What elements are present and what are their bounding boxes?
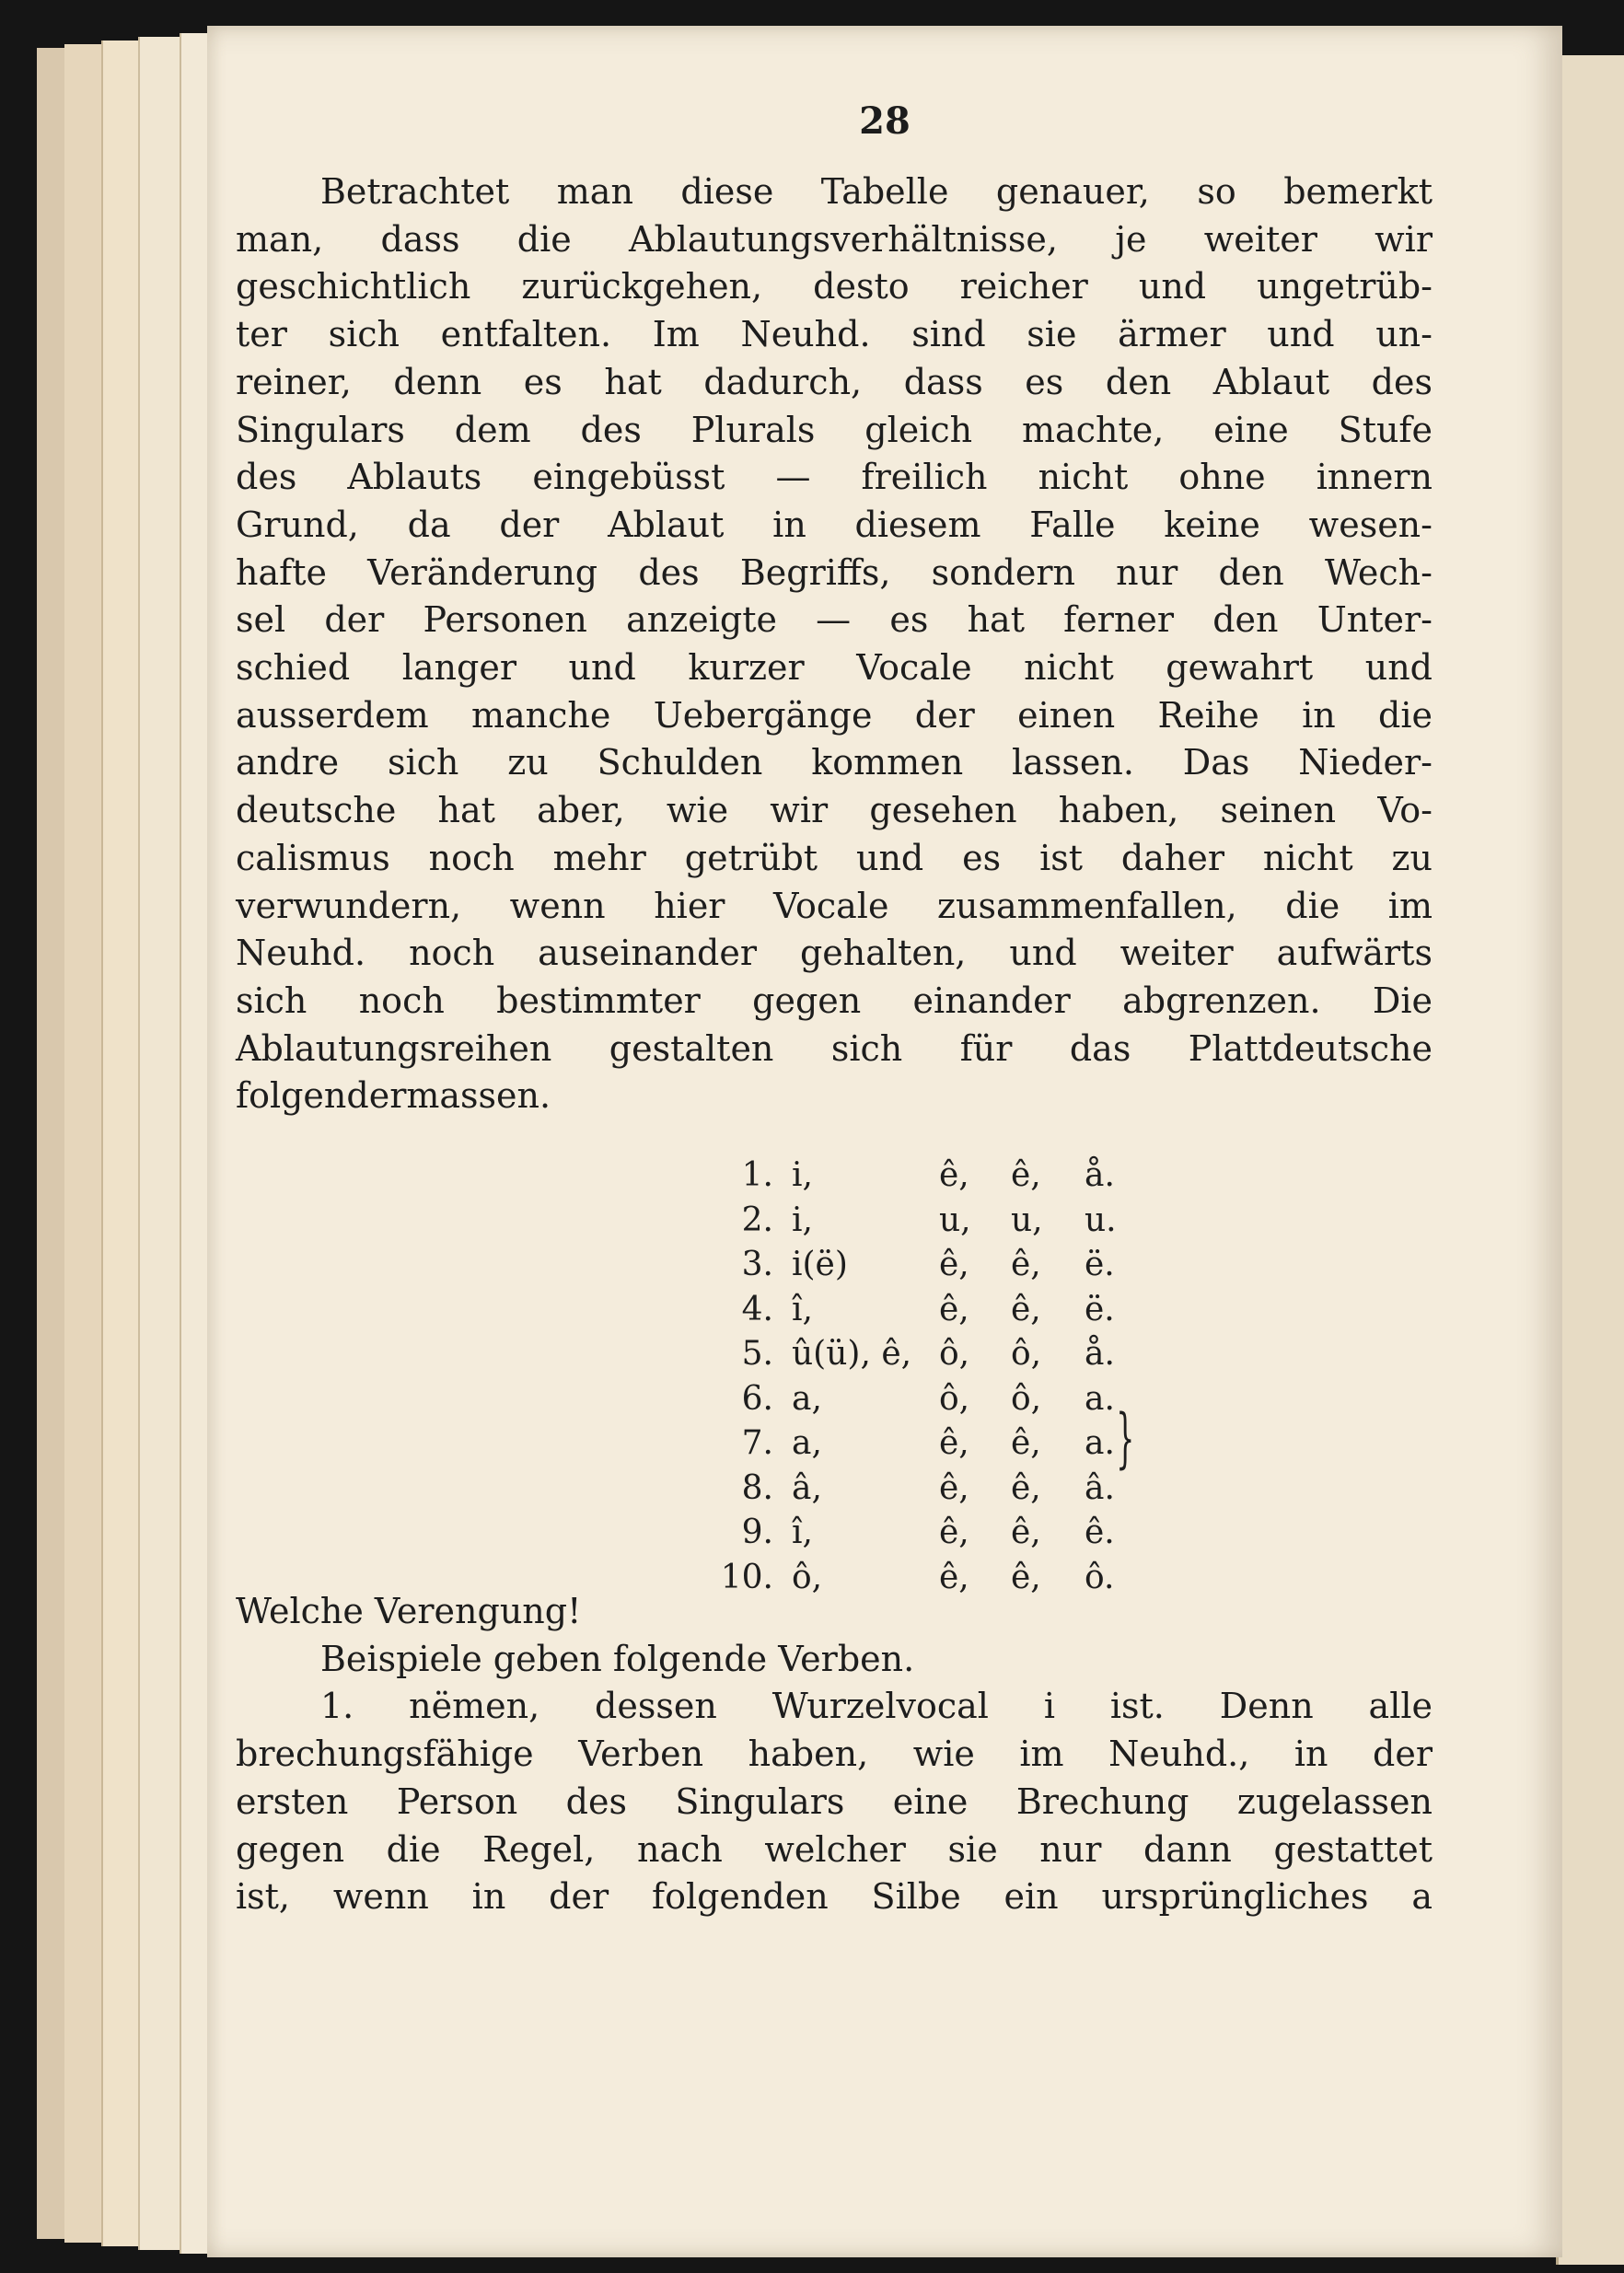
table-cell: 8. <box>741 1468 773 1507</box>
table-cell: ê, <box>939 1513 969 1551</box>
table-cell: ô, <box>939 1335 970 1373</box>
table-cell: ê, <box>1011 1290 1041 1328</box>
text-line: ter sich entfalten. Im Neuhd. sind sie ärmer und un- <box>236 314 1433 355</box>
examples-intro: Beispiele geben folgende Verben. <box>320 1638 915 1679</box>
table-cell: a, <box>792 1379 822 1418</box>
table-cell: å. <box>1085 1335 1115 1373</box>
table-row <box>700 1511 1149 1556</box>
table-row <box>700 1421 1149 1467</box>
text-line: andre sich zu Schulden kommen lassen. Das Nieder- <box>236 742 1433 783</box>
text-line: des Ablauts eingebüsst — freilich nicht ohne innern <box>236 457 1433 498</box>
table-cell: ô, <box>792 1558 823 1596</box>
table-cell: 9. <box>741 1513 773 1551</box>
table-row <box>700 1243 1149 1288</box>
table-cell: î, <box>792 1513 813 1551</box>
table-cell: i, <box>792 1156 813 1194</box>
table-cell: u, <box>939 1200 971 1239</box>
table-cell: ê, <box>939 1246 969 1283</box>
table-cell: ë. <box>1085 1290 1115 1328</box>
table-row <box>700 1288 1149 1333</box>
text-line: Singulars dem des Plurals gleich machte, eine Stufe <box>236 409 1433 450</box>
table-cell: i, <box>792 1200 813 1239</box>
table-cell: u. <box>1085 1200 1117 1239</box>
table-row <box>700 1154 1149 1199</box>
table-cell: ô, <box>1011 1379 1042 1418</box>
text-line: deutsche hat aber, wie wir gesehen haben, seinen Vo- <box>236 790 1433 831</box>
facing-page-edge <box>1556 55 1624 2265</box>
table-cell: ê. <box>1085 1513 1115 1551</box>
text-line: ist, wenn in der folgenden Silbe ein ursprüngliches a <box>236 1876 1433 1918</box>
text-line: man, dass die Ablautungsverhältnisse, je weiter wir <box>236 218 1433 260</box>
table-cell: 2. <box>741 1200 773 1239</box>
body-paragraph-2 <box>236 1588 1433 1921</box>
text-line: Ablautungsreihen gestalten sich für das Plattdeutsche <box>236 1027 1433 1069</box>
text-line: verwundern, wenn hier Vocale zusammenfallen, die im <box>236 885 1433 926</box>
table-row <box>700 1377 1149 1422</box>
text-line: hafte Veränderung des Begriffs, sondern nur den Wech- <box>236 551 1433 593</box>
table-cell: 5. <box>741 1335 773 1373</box>
text-line: ersten Person des Singulars eine Brechung zugelassen <box>236 1780 1433 1822</box>
ablaut-table <box>700 1154 1149 1600</box>
table-cell: 7. <box>741 1424 773 1462</box>
text-line: reiner, denn es hat dadurch, dass es den Ablaut des <box>236 361 1433 402</box>
table-cell: ê, <box>939 1468 969 1507</box>
table-cell: â, <box>792 1468 822 1507</box>
text-line: ausserdem manche Uebergänge der einen Reihe in die <box>236 694 1433 736</box>
table-cell: â. <box>1085 1468 1115 1507</box>
table-cell: î, <box>792 1290 813 1328</box>
table-cell: a. <box>1085 1379 1115 1418</box>
table-cell: 10. <box>720 1558 773 1596</box>
table-cell: 1. <box>741 1156 773 1194</box>
text-line: Betrachtet man diese Tabelle genauer, so bemerkt <box>320 171 1433 212</box>
table-cell: ê, <box>1011 1513 1041 1551</box>
table-cell: ê, <box>939 1424 969 1462</box>
text-line: geschichtlich zurückgehen, desto reicher und ungetrüb- <box>236 266 1433 307</box>
table-cell: ê, <box>1011 1424 1041 1462</box>
exclamation-line: Welche Verengung! <box>236 1591 582 1631</box>
text-line: sel der Personen anzeigte — es hat ferner den Unter- <box>236 599 1433 641</box>
text-line: Grund, da der Ablaut in diesem Falle keine wesen- <box>236 504 1433 545</box>
table-row <box>700 1199 1149 1244</box>
text-line: Neuhd. noch auseinander gehalten, und weiter aufwärts <box>236 933 1433 974</box>
table-cell: û(ü), ê, <box>792 1335 912 1373</box>
text-line: sich noch bestimmter gegen einander abgrenzen. Die <box>236 980 1433 1021</box>
table-cell: ê, <box>939 1156 969 1194</box>
table-cell: å. <box>1085 1156 1115 1194</box>
table-cell: 6. <box>741 1379 773 1418</box>
text-line: gegen die Regel, nach welcher sie nur dann gestattet <box>236 1828 1433 1870</box>
table-cell: a, <box>792 1424 822 1462</box>
table-cell: 3. <box>741 1246 773 1283</box>
page-number: 28 <box>859 99 911 143</box>
table-cell: i(ë) <box>792 1246 848 1283</box>
table-cell: a. <box>1085 1424 1115 1462</box>
text-line: folgendermassen. <box>236 1075 551 1117</box>
table-row <box>700 1467 1149 1512</box>
curly-brace-mark: } <box>1116 1400 1135 1476</box>
table-cell: ô, <box>939 1379 970 1418</box>
table-cell: ê, <box>1011 1558 1041 1596</box>
body-paragraph-1 <box>236 168 1433 1120</box>
table-row <box>700 1332 1149 1377</box>
table-cell: ê, <box>1011 1156 1041 1194</box>
table-cell: ê, <box>939 1290 969 1328</box>
table-cell: u, <box>1011 1200 1043 1239</box>
text-line: 1. nëmen, dessen Wurzelvocal i ist. Denn alle <box>320 1686 1433 1727</box>
table-cell: ê, <box>1011 1246 1041 1283</box>
table-cell: ë. <box>1085 1246 1115 1283</box>
table-cell: 4. <box>741 1290 773 1328</box>
table-cell: ô, <box>1011 1335 1042 1373</box>
text-line: calismus noch mehr getrübt und es ist daher nicht zu <box>236 837 1433 878</box>
table-cell: ê, <box>1011 1468 1041 1507</box>
table-cell: ê, <box>939 1558 969 1596</box>
text-line: schied langer und kurzer Vocale nicht gewahrt und <box>236 647 1433 689</box>
text-line: brechungsfähige Verben haben, wie im Neuhd., in der <box>236 1734 1433 1775</box>
table-cell: ô. <box>1085 1558 1115 1596</box>
